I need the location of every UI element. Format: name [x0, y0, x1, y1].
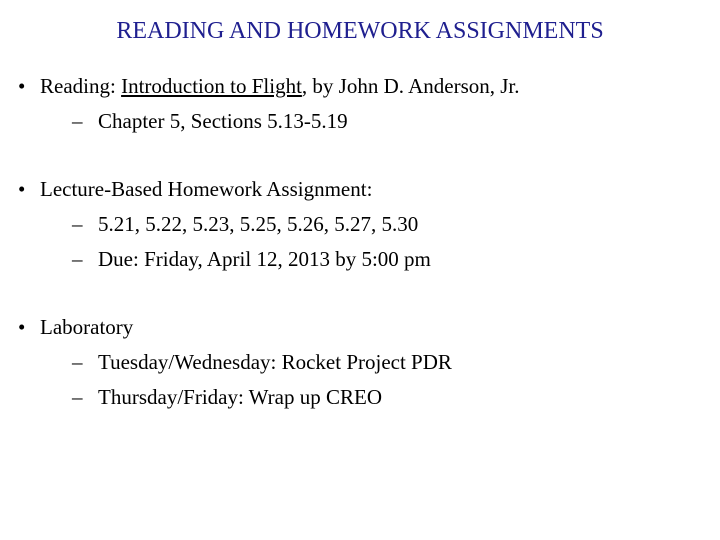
- bullet-marker: •: [18, 74, 26, 98]
- sub-item-text: Chapter 5, Sections 5.13-5.19: [98, 109, 348, 133]
- sub-item-text: Tuesday/Wednesday: Rocket Project PDR: [98, 350, 452, 374]
- book-author: , by John D. Anderson, Jr.: [301, 74, 520, 98]
- laboratory-label: Laboratory: [40, 315, 134, 339]
- laboratory-bullet: [18, 314, 133, 340]
- lab-pdr-item: [72, 349, 452, 375]
- homework-label: Lecture-Based Homework Assignment:: [40, 177, 373, 201]
- reading-bullet: [18, 73, 520, 99]
- bullet-marker: •: [18, 315, 26, 339]
- homework-bullet: [18, 176, 372, 202]
- sub-item-text: Thursday/Friday: Wrap up CREO: [98, 385, 382, 409]
- sub-item-text: 5.21, 5.22, 5.23, 5.25, 5.26, 5.27, 5.30: [98, 212, 419, 236]
- dash-marker: –: [72, 385, 83, 409]
- dash-marker: –: [72, 350, 83, 374]
- lab-creo-item: [72, 384, 382, 410]
- book-title: Introduction to Flight: [121, 74, 302, 98]
- reading-label: Reading:: [40, 74, 122, 98]
- dash-marker: –: [72, 109, 83, 133]
- reading-chapter-item: [72, 108, 348, 134]
- dash-marker: –: [72, 212, 83, 236]
- sub-item-text: Due: Friday, April 12, 2013 by 5:00 pm: [98, 247, 431, 271]
- slide-title: READING AND HOMEWORK ASSIGNMENTS: [116, 18, 604, 44]
- homework-problems-item: [72, 211, 418, 237]
- homework-due-item: [72, 246, 431, 272]
- bullet-marker: •: [18, 177, 26, 201]
- dash-marker: –: [72, 247, 83, 271]
